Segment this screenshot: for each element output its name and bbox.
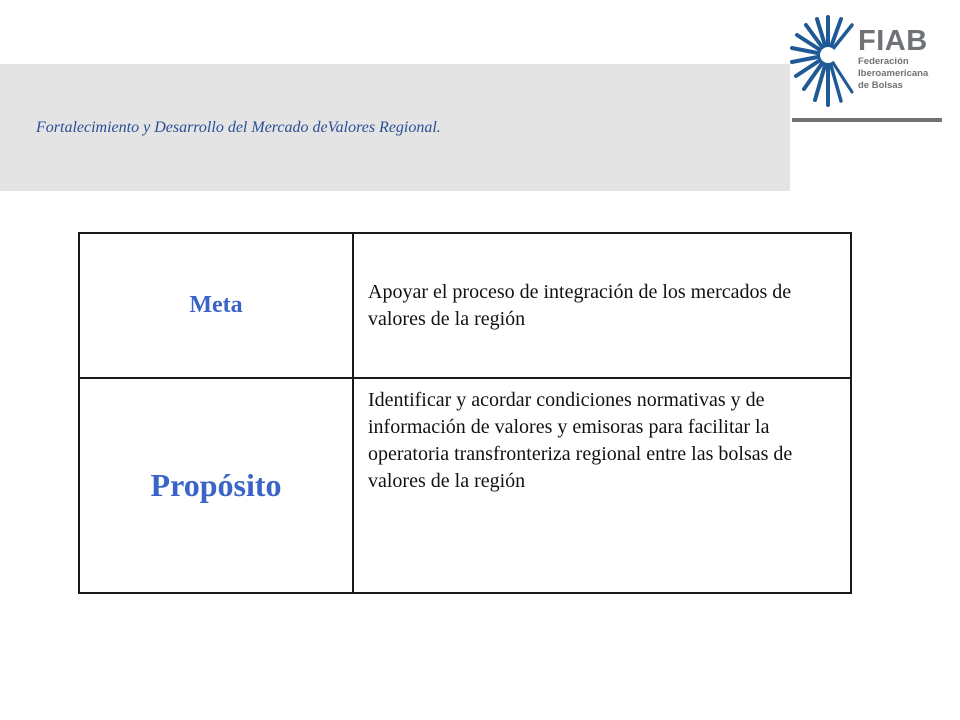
page-subtitle: Fortalecimiento y Desarrollo del Mercado deValores Regional. [36, 119, 441, 136]
proposito-label: Propósito [79, 378, 353, 593]
table-row [79, 233, 851, 378]
logo-name: FIAB [858, 25, 928, 57]
meta-label: Meta [79, 233, 353, 378]
table-row [79, 378, 851, 593]
logo-line3: de Bolsas [858, 80, 903, 91]
logo-line1: Federación [858, 56, 909, 67]
meta-text: Apoyar el proceso de integración de los mercados de valores de la región [353, 233, 851, 378]
meta-proposito-table [78, 232, 852, 594]
proposito-text: Identificar y acordar condiciones normativas y de información de valores y emisoras para facilitar la operatoria transfronteriza regional entre las bolsas de valores de la región [353, 378, 851, 593]
logo-line2: Iberoamericana [858, 68, 929, 79]
logo-text [858, 26, 928, 92]
logo-underline [792, 118, 942, 122]
